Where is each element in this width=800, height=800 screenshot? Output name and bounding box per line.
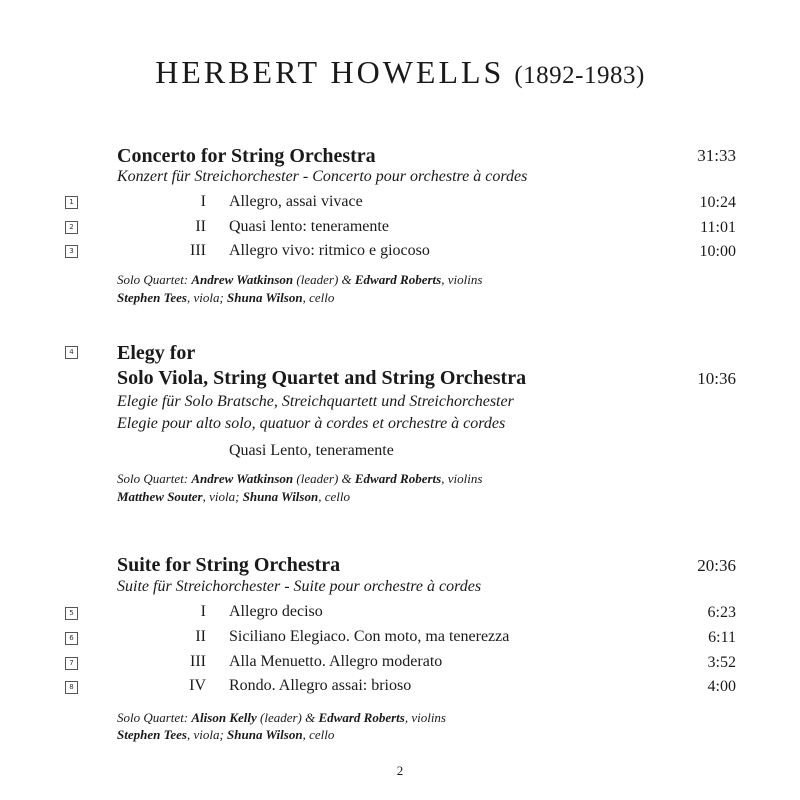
work-duration-elegy: 10:36 (697, 369, 736, 388)
track-number-box[interactable]: 1 (65, 196, 78, 209)
performer-name: Shuna Wilson (227, 727, 303, 742)
performer-name: Stephen Tees (117, 727, 187, 742)
performer-name: Stephen Tees (117, 290, 187, 305)
performer-name: Andrew Watkinson (191, 471, 294, 486)
performer-name: Shuna Wilson (242, 489, 319, 504)
performer-name: Alison Kelly (191, 710, 257, 725)
work-title-elegy-line2: Solo Viola, String Quartet and String Orchestra (117, 367, 527, 389)
movement-title: Quasi lento: teneramente (229, 218, 389, 235)
track-duration: 11:01 (700, 219, 736, 236)
performer-name: Edward Roberts (318, 710, 405, 725)
work-title-elegy-line1: Elegy for (117, 342, 196, 364)
work-subtitle-suite: Suite für Streichorchester - Suite pour orchestre à cordes (117, 578, 482, 595)
track-number-box[interactable]: 8 (65, 681, 78, 694)
track-number-box[interactable]: 4 (65, 346, 78, 359)
performer-name: Edward Roberts (354, 471, 442, 486)
track-duration: 6:23 (707, 604, 736, 621)
composer-heading (0, 54, 800, 91)
movement-numeral: I (200, 603, 206, 620)
work-subtitle-elegy-fr: Elegie pour alto solo, quatuor à cordes et orchestre à cordes (117, 415, 506, 432)
movement-numeral: IV (189, 677, 206, 694)
work-title-concerto: Concerto for String Orchestra (117, 145, 376, 167)
performer-name: Edward Roberts (354, 272, 442, 287)
work-subtitle-concerto: Konzert für Streichorchester - Concerto pour orchestre à cordes (117, 168, 528, 185)
movement-numeral: III (190, 653, 206, 670)
work-subtitle-elegy-de: Elegie für Solo Bratsche, Streichquartett und Streichorchester (117, 393, 514, 410)
movement-title: Quasi Lento, teneramente (229, 442, 394, 459)
movement-title: Rondo. Allegro assai: brioso (229, 677, 412, 694)
movement-title: Allegro deciso (229, 603, 323, 620)
movement-title: Alla Menuetto. Allegro moderato (229, 653, 443, 670)
work-duration-suite: 20:36 (697, 556, 736, 575)
performer-name: Andrew Watkinson (191, 272, 294, 287)
track-number-box[interactable]: 5 (65, 607, 78, 620)
movement-title: Siciliano Elegiaco. Con moto, ma tenerezza (229, 628, 510, 645)
track-duration: 4:00 (707, 678, 736, 695)
work-title-suite: Suite for String Orchestra (117, 554, 341, 576)
composer-dates: (1892-1983) (514, 62, 645, 89)
track-duration: 10:00 (699, 243, 736, 260)
work-duration-concerto: 31:33 (697, 146, 736, 165)
performers-line-2: Stephen Tees, viola; Shuna Wilson, cello (117, 727, 335, 742)
track-number-box[interactable]: 2 (65, 221, 78, 234)
movement-title: Allegro, assai vivace (229, 193, 363, 210)
performers-line-2: Matthew Souter, viola; Shuna Wilson, cello (117, 489, 350, 504)
movement-numeral: I (200, 193, 206, 210)
track-number-box[interactable]: 3 (65, 245, 78, 258)
performers-line-1: Solo Quartet: Alison Kelly (leader) & Edward Roberts, violins (117, 710, 446, 725)
movement-title: Allegro vivo: ritmico e giocoso (229, 242, 430, 259)
track-duration: 3:52 (707, 654, 736, 671)
performers-line-2: Stephen Tees, viola; Shuna Wilson, cello (117, 290, 335, 305)
performers-line-1: Solo Quartet: Andrew Watkinson (leader) & Edward Roberts, violins (117, 471, 483, 486)
track-duration: 10:24 (699, 194, 736, 211)
movement-numeral: III (190, 242, 206, 259)
track-number-box[interactable]: 6 (65, 632, 78, 645)
performer-name: Shuna Wilson (227, 290, 303, 305)
movement-numeral: II (195, 218, 206, 235)
track-duration: 6:11 (708, 629, 736, 646)
page-number: 2 (396, 763, 404, 778)
composer-name: HERBERT HOWELLS (155, 54, 505, 90)
performer-name: Matthew Souter (117, 489, 203, 504)
movement-numeral: II (195, 628, 206, 645)
track-number-box[interactable]: 7 (65, 657, 78, 670)
performers-line-1: Solo Quartet: Andrew Watkinson (leader) & Edward Roberts, violins (117, 272, 483, 287)
